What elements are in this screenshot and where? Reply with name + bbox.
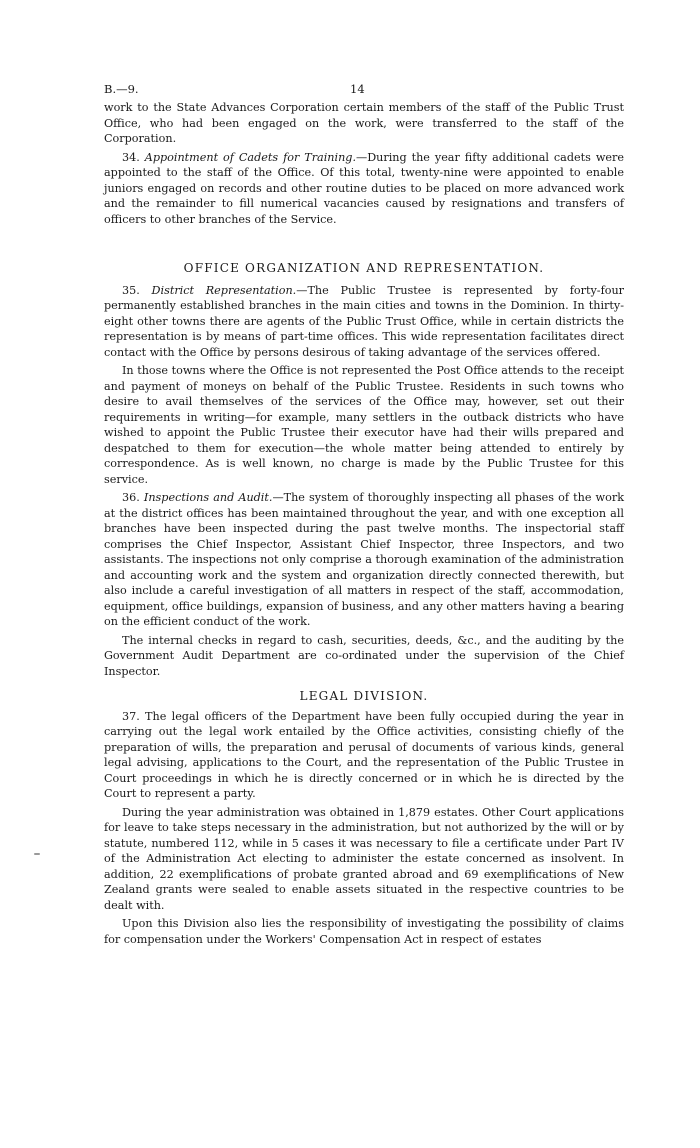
paragraph-37-final: Upon this Division also lies the responsibility of investigating the possibility of claims for compensation under the Workers' Compensation Act in respect of estates [104, 917, 624, 946]
paragraph-34-title: Appointment of Cadets for Training. [144, 150, 356, 164]
paragraph-36-number: 36. [122, 491, 144, 504]
paragraph-35-title: District Representation. [151, 283, 297, 297]
paragraph-34 [104, 150, 624, 228]
page-header [104, 82, 624, 98]
paragraph-35-text: —The Public Trustee is represented by forty-four permanently established branches in the main cities and towns in the Dominion. In thirty-eight other towns there are agents of the Public Trust Office, while in certain districts the representation is by means of part-time offices. This wide representation facilitates direct contact with the Office by persons desirous of taking advantage of the services offered. [104, 283, 624, 359]
paragraph-36 [104, 490, 624, 630]
paragraph-continued: work to the State Advances Corporation certain members of the staff of the Public Trust Office, who had been engaged on the work, were transferred to the staff of the Corporation. [104, 101, 624, 145]
section-heading-legal-division: LEGAL DIVISION. [299, 689, 429, 703]
paragraph-35 [104, 283, 624, 361]
paragraph-34-number: 34. [122, 150, 145, 164]
paragraph-36-title: Inspections and Audit. [143, 491, 273, 504]
paragraph-37-continued: During the year administration was obtained in 1,879 estates. Other Court applications for leave to take steps necessary in the administration, but not authorized by the will or by statute, numbered 112, while in 5 cases it was necessary to file a certificate under Part IV of the Administration Act electing to administer the estate concerned as insolvent. In addition, 22 exemplifications of probate granted abroad and 69 exemplifications of New Zealand grants were sealed to enable assets situated in the respective countries to be dealt with. [104, 805, 624, 912]
document-body [104, 100, 624, 947]
margin-mark [34, 853, 40, 855]
document-reference: B.—9. [104, 82, 139, 96]
page-number: 14 [350, 82, 365, 96]
paragraph-35-number: 35. [122, 283, 152, 297]
paragraph-35-continued: In those towns where the Office is not represented the Post Office attends to the receipt and payment of moneys on behalf of the Public Trustee. Residents in such towns who desire to avail themselves of the services of the Office may, however, set out their requirements in writing—for example, many settlers in the outback districts who have wished to appoint the Public Trustee their executor have had their wills prepared and despatched to them for execution—the whole matter being attended to entirely by correspondence. As is well known, no charge is made by the Public Trustee for this service. [104, 364, 624, 486]
paragraph-36-continued: The internal checks in regard to cash, securities, deeds, &c., and the auditing by the Government Audit Department are co-ordinated under the supervision of the Chief Inspector. [104, 633, 624, 678]
section-heading-office-organization: OFFICE ORGANIZATION AND REPRESENTATION. [183, 261, 545, 275]
paragraph-34-text: —During the year fifty additional cadets were appointed to the staff of the Office. Of this total, twenty-nine were appointed to enable juniors engaged on records and other routine duties to be placed on more advanced work and the remainder to fill numerical vacancies caused by resignations and transfers of officers to other branches of the Service. [104, 150, 624, 226]
paragraph-36-text: —The system of thoroughly inspecting all phases of the work at the district offices has been maintained throughout the year, and with one exception all branches have been inspected during the past twelve months. The inspectorial staff comprises the Chief Inspector, Assistant Chief Inspector, three Inspectors, and two assistants. The inspections not only comprise a thorough examination of the administration and accounting work and the system and organization directly connected therewith, but also include a careful investigation of all matters in respect of the staff, accommodation, equipment, office buildings, expansion of business, and any other matters having a bearing on the efficient conduct of the work. [104, 491, 624, 628]
paragraph-37: 37. The legal officers of the Department have been fully occupied during the year in carrying out the legal work entailed by the Office activities, consisting chiefly of the preparation of wills, the preparation and perusal of documents of various kinds, general legal advising, applications to the Court, and the representation of the Public Trustee in Court proceedings in which he is directly concerned or in which he is directed by the Court to represent a party. [104, 709, 624, 800]
